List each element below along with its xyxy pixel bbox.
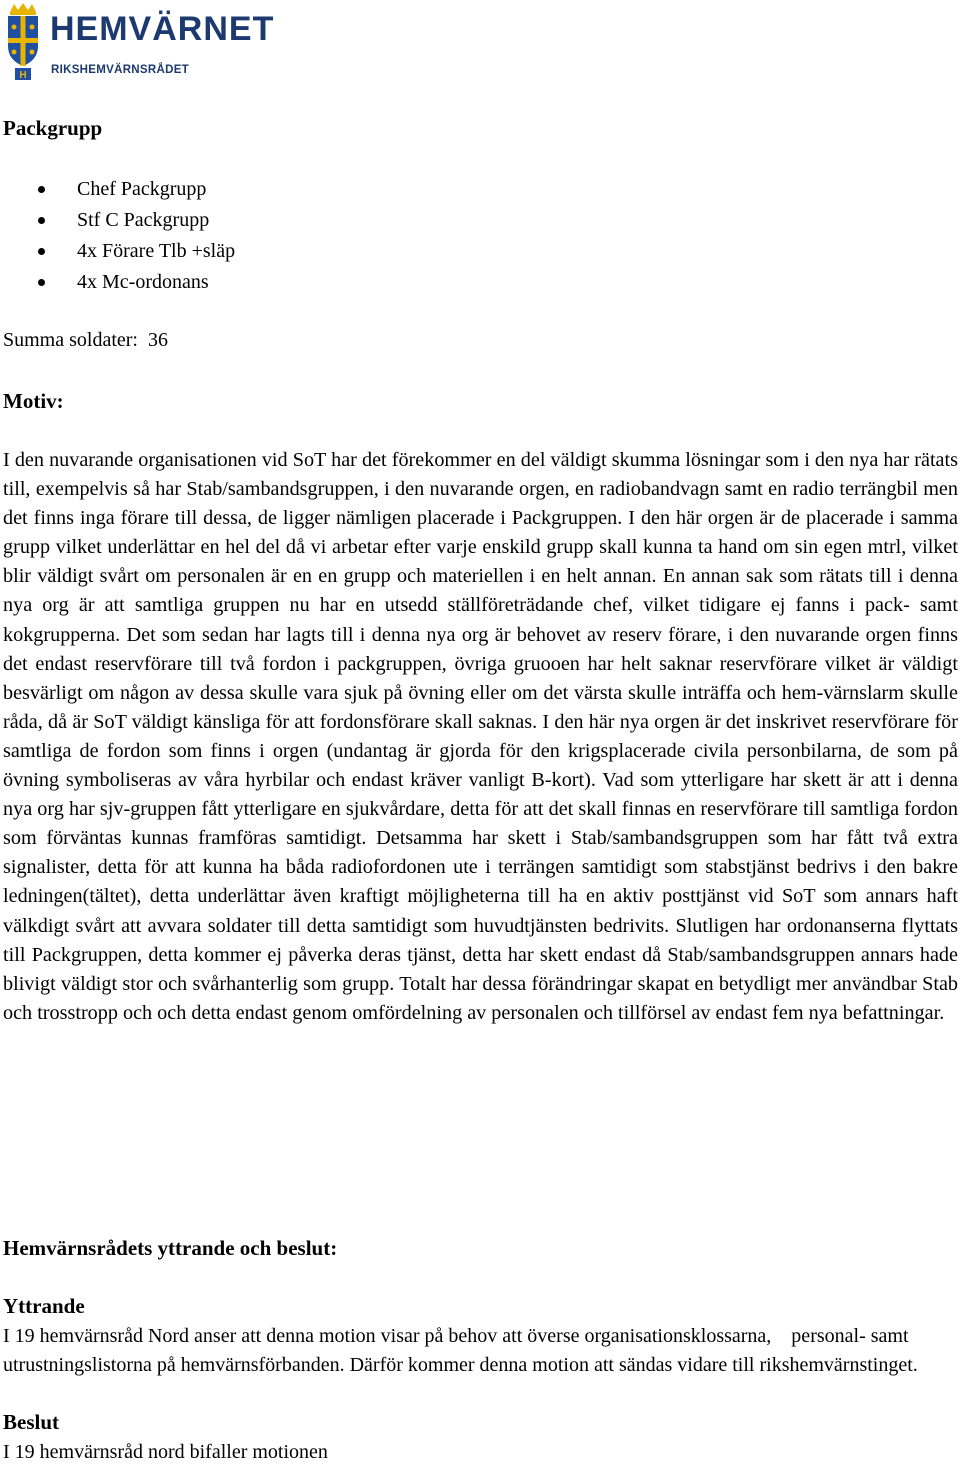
- section-title: Packgrupp: [3, 116, 103, 140]
- header-logo: [4, 2, 275, 82]
- org-name: HEMVÄRNET: [50, 10, 275, 48]
- statement-heading: Yttrande: [3, 1294, 85, 1318]
- list-item: 4x Mc-ordonans: [0, 267, 235, 298]
- statement-text: I 19 hemvärnsråd Nord anser att denna motion visar på behov att överse organisationsklossarna, personal- samt utrustningslistorna på hemvärnsförbanden. Därför kommer denna motion att sändas vidare till rikshemvärnstinget.: [3, 1325, 918, 1376]
- bullet-icon: [38, 186, 45, 193]
- bullet-icon: [38, 248, 45, 255]
- org-subtitle: RIKSHEMVÄRNSRÅDET: [51, 64, 189, 76]
- sum-label: Summa soldater:: [3, 329, 138, 351]
- bullet-icon: [38, 279, 45, 286]
- motiv-text: I den nuvarande organisationen vid SoT har det förekommer en del väldigt skumma lösningar som i den nya har rätats till, exempelvis så har Stab/sambandsgruppen, i den nuvarande orgen, en radiobandvagn samt en radio terrängbil men det finns inga förare till dessa, de ligger nämligen placerade i Packgruppen. I den här orgen är de placerade i samma grupp vilket underlättar en hel del då vi arbetar efter varje enskild grupp skall kunna ta hand om sin egen mtrl, vilket blir väldigt svårt om personalen är en en grupp och materiellen i en helt annan. En annan sak som rätats till i denna nya org är att samtliga gruppen nu har en utsedd ställföreträdande chef, vilket tidigare ej fanns i pack- samt kokgrupperna. Det som sedan har lagts till i denna nya org är behovet av reserv förare, i den nuvarande orgen finns det endast reservförare till två fordon i packgruppen, övriga gruooen har helt saknar reservförare vilket är väldigt besvärligt om någon av dessa skulle vara sjuk på övning eller om det värsta skulle inträffa och hem-värnslarm skulle råda, då är SoT väldigt känsliga för att fordonsförare skall saknas. I den här nya orgen är det inskrivet reservförare för samtliga de fordon som finns i orgen (undantag är gjorda för den krigsplacerade civila personbilarna, de som på övning symboliseras av våra hyrbilar och endast kräver vanligt B-kort). Vad som ytterligare har skett är att i denna nya org har sjv-gruppen fått ytterligare en sjukvårdare, detta för att det skall finnas en reservförare till samtliga fordon som förväntas kunnas framföras samtidigt. Detsamma har skett i Stab/sambandsgruppen som har fått två extra signalister, detta för att kunna ha båda radiofordonen ute i terrängen samtidigt som stabstjänst bedrivs i den bakre ledningen(tältet), detta underlättar även kraftigt möjligheterna till ha en aktiv posttjänst vid SoT som annars haft välkdigt svårt att avvara soldater till detta samtidigt som huvudtjänsten bedrivits. Slutligen har ordonanserna flyttats till Packgruppen, detta kommer ej påverka deras tjänst, detta har skett endast då Stab/sambandsgruppen annars hade blivigt väldigt stor och svårhanterlig som grupp. Totalt har dessa förändringar skapat en betydligt mer användbar Stab och trosstropp och och detta endast genom omfördelning av personalen och tillförsel av endast fem nya befattningar.: [3, 449, 958, 1024]
- list-item: 4x Förare Tlb +släp: [0, 236, 235, 267]
- soldier-sum: [3, 329, 168, 352]
- ruling-text: I 19 hemvärnsråd nord bifaller motionen: [3, 1441, 328, 1463]
- svg-text:H: H: [19, 70, 27, 81]
- role-list: [0, 174, 235, 298]
- ruling-heading: Beslut: [3, 1410, 60, 1434]
- bullet-icon: [38, 217, 45, 224]
- sum-value: 36: [147, 329, 168, 351]
- motiv-heading: Motiv:: [3, 389, 64, 413]
- decision-heading: Hemvärnsrådets yttrande och beslut:: [3, 1236, 338, 1260]
- list-item: Stf C Packgrupp: [0, 205, 235, 236]
- list-item: Chef Packgrupp: [0, 174, 235, 205]
- crest-icon: [4, 2, 42, 82]
